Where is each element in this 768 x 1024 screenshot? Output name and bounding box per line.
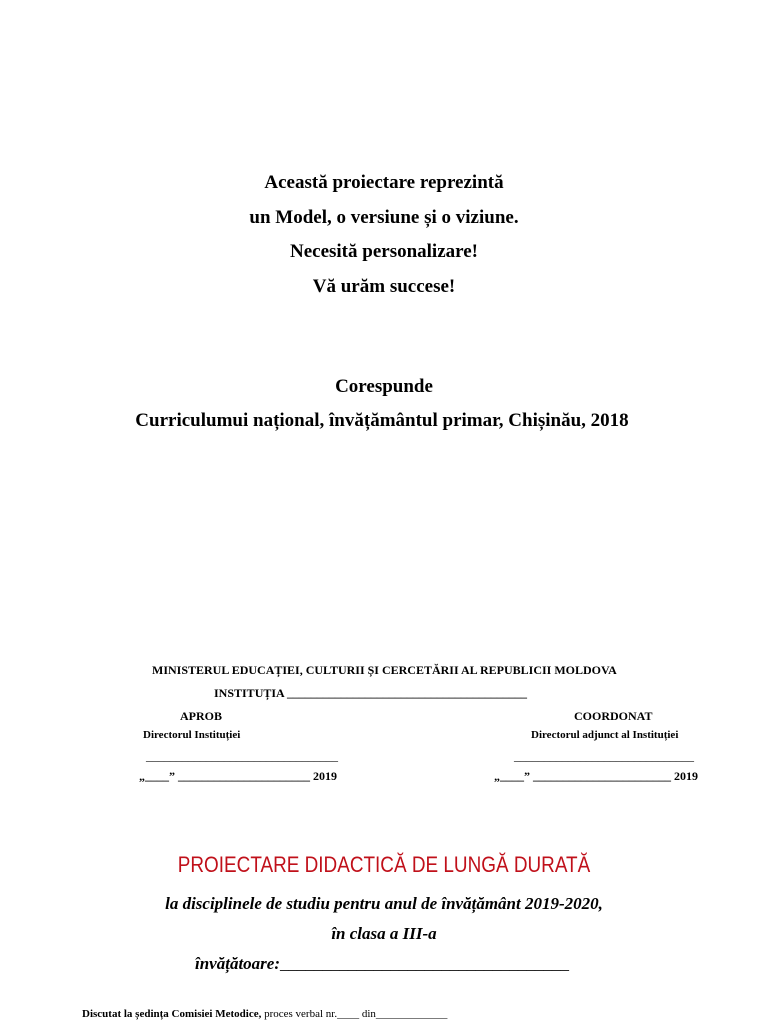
- project-subtitle: la disciplinele de studiu pentru anul de învățământ 2019-2020,: [165, 894, 603, 913]
- approve-date-line: „____” ______________________ 2019: [139, 769, 337, 783]
- coordinate-date-line: „____” _______________________ 2019: [494, 769, 698, 783]
- discussed-label: Discutat la ședința Comisiei Metodice,: [82, 1008, 262, 1020]
- intro-line-4: Vă urăm succese!: [312, 276, 456, 297]
- ministry-name: MINISTERUL EDUCAȚIEI, CULTURII ȘI CERCETĂRII AL REPUBLICII MOLDOVA: [152, 663, 617, 677]
- coordinate-role: Directorul adjunct al Instituției: [531, 729, 679, 741]
- intro-line-1: Această proiectare reprezintă: [264, 172, 504, 193]
- coordinate-signature-line: ______________________________: [514, 749, 694, 763]
- approve-role: Directorul Instituției: [143, 729, 241, 741]
- teacher-field: [0, 954, 766, 974]
- project-heading: PROIECTARE DIDACTICĂ DE LUNGĂ DURATĂ: [177, 852, 591, 877]
- curriculum-reference: Curriculumui național, învățământul primar, Chișinău, 2018: [135, 410, 629, 431]
- methodical-commission-note: [82, 1008, 447, 1020]
- teacher-blank: __________________________________: [280, 954, 569, 973]
- approve-title: APROB: [180, 709, 222, 723]
- approve-signature-line: ________________________________: [146, 749, 338, 763]
- intro-line-2: un Model, o versiune și o viziune.: [249, 207, 519, 228]
- correspondence-title: Corespunde: [335, 376, 433, 397]
- institution-field: INSTITUȚIA ________________________________________: [214, 686, 528, 700]
- protocol-field: proces verbal nr.____ din_____________: [261, 1008, 448, 1020]
- teacher-label: învățătoare:: [195, 954, 280, 973]
- project-class: în clasa a III-a: [331, 924, 437, 943]
- intro-line-3: Necesită personalizare!: [289, 241, 478, 262]
- coordinate-title: COORDONAT: [574, 709, 653, 723]
